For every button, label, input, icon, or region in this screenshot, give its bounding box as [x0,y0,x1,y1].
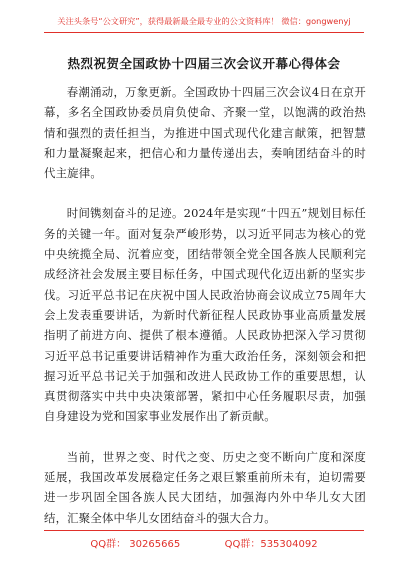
paragraph-2: 时间镌刻奋斗的足迹。2024年是实现“十四五”规划目标任务的关键一年。面对复杂严峻形势，以习近平同志为核心的党中央统揽全局、沉着应变，团结带领全党全国各族人民顺利完成经济社会发展主要目标任务，中国式现代化迈出新的坚实步伐。习近平总书记在庆祝中国人民政治协商会议成立75周年大会上发表重要讲话，为新时代新征程人民政协事业高质量发展指明了前进方向、提供了根本遵循。人民政协把深入学习贯彻习近平总书记重要讲话精神作为重大政治任务，深刻领会和把握习近平总书记关于加强和改进人民政协工作的重要思想，认真贯彻落实中共中央决策部署，紧扣中心任务履职尽责，加强自身建设为党和国家事业发展作出了新贡献。 [44,206,366,424]
footer-qq-group-2: QQ群：535304092 [224,539,318,550]
document-title: 热烈祝贺全国政协十四届三次会议开幕心得体会 [67,56,341,71]
footer-divider [44,530,364,531]
paragraph-1: 春潮涌动，万象更新。全国政协十四届三次会议4日在京开幕，多名全国政协委员肩负使命、齐聚一堂，以饱满的政治热情和强烈的责任担当，为推进中国式现代化建言献策，把智慧和力量凝聚起来，把信心和力量传递出去，奏响团结奋斗的时代主旋律。 [44,85,366,181]
header-note: 关注头条号“公文研究”，获得最新最全最专业的公文资料库！ 微信：gongwenyj [57,16,351,26]
document-body [44,82,366,528]
header-divider [44,32,364,33]
footer [0,535,408,550]
footer-qq-group-1: QQ群： 30265665 [90,539,181,550]
paragraph-3: 当前，世界之变、时代之变、历史之变不断向广度和深度延展，我国改革发展稳定任务之艰巨繁重前所未有，迫切需要进一步巩固全国各族人民大团结，加强海内外中华儿女大团结，汇聚全体中华儿女团结奋斗的强大合力。 [44,449,366,525]
